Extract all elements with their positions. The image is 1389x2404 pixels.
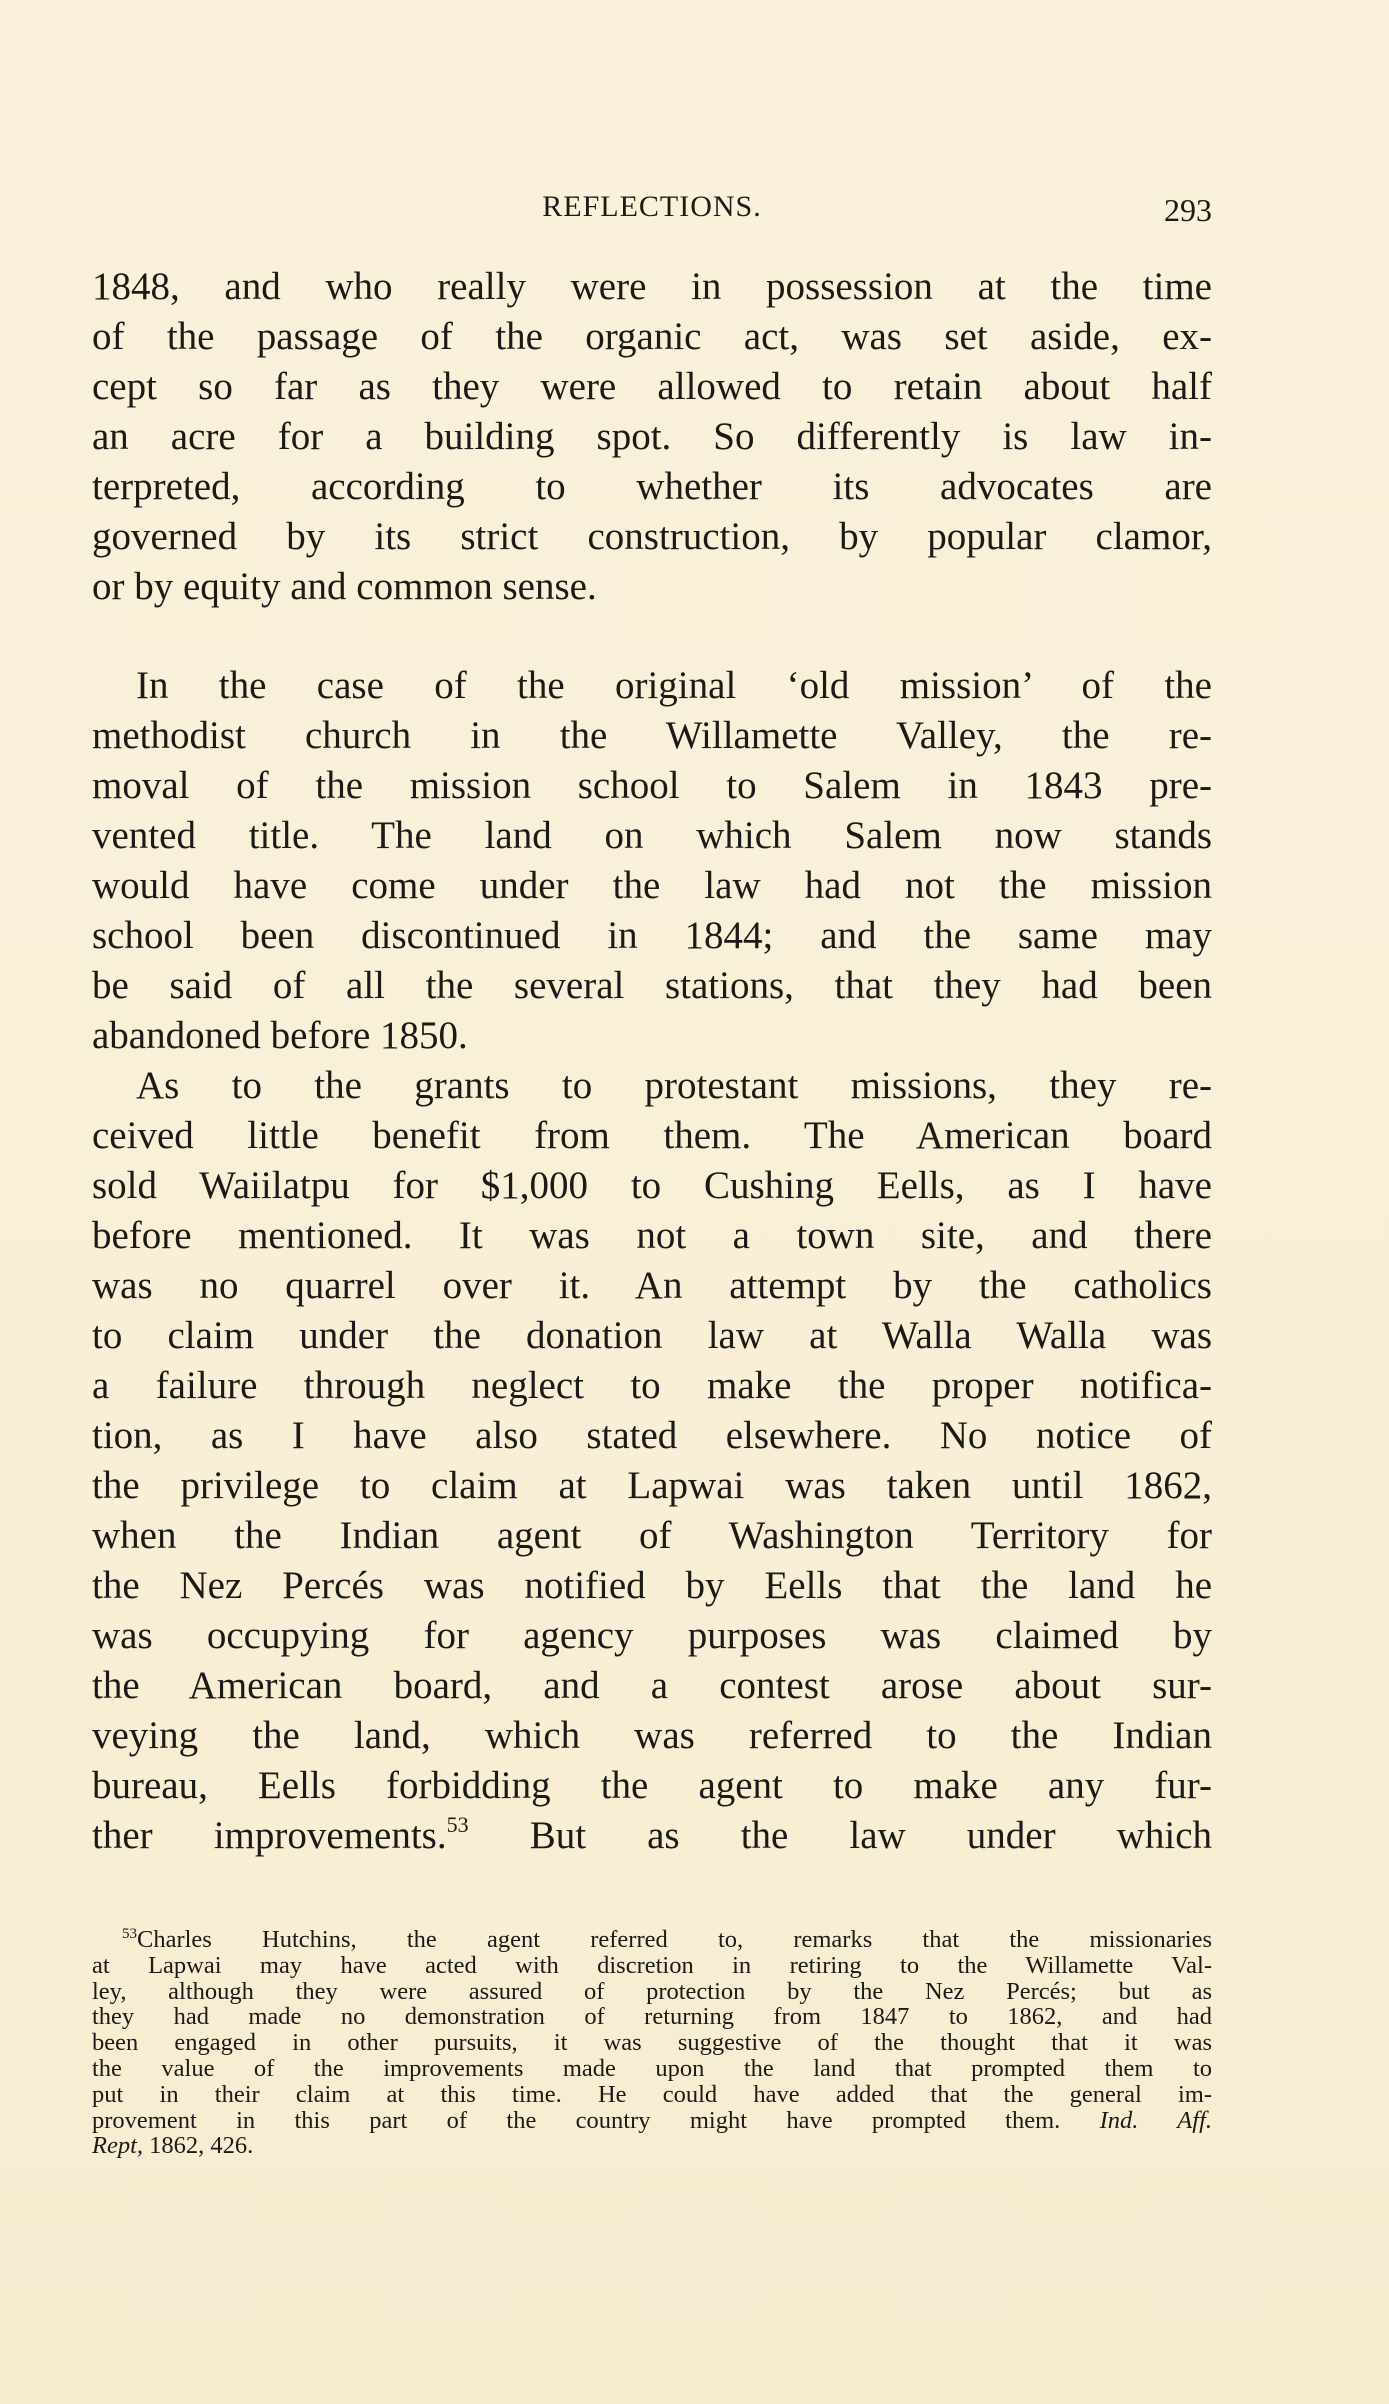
text-line: tion, as I have also stated elsewhere. No notice of: [92, 1414, 1212, 1457]
footnote-citation: Ind. Aff.: [1099, 2106, 1213, 2134]
text-line: In the case of the original ‘old mission’ of the: [136, 664, 1212, 707]
footnote-line: been engaged in other pursuits, it was suggestive of the thought that it was: [92, 2029, 1212, 2057]
text-line: the privilege to claim at Lapwai was taken until 1862,: [92, 1464, 1212, 1507]
text-line: vented title. The land on which Salem now stands: [92, 814, 1212, 857]
text-line: an acre for a building spot. So differently is law in-: [92, 415, 1212, 458]
text-line: was no quarrel over it. An attempt by the catholics: [92, 1264, 1212, 1307]
text-line: veying the land, which was referred to the Indian: [92, 1714, 1212, 1757]
body-text: [92, 262, 1212, 1861]
text-line: or by equity and common sense.: [92, 565, 597, 608]
text-line: of the passage of the organic act, was set aside, ex-: [92, 315, 1212, 358]
text-line-with-footnote-ref: [92, 1811, 1212, 1861]
footnote-line: [92, 2133, 1212, 2159]
footnote-line: at Lapwai may have acted with discretion in retiring to the Willamette Val-: [92, 1951, 1212, 1979]
text-line: moval of the mission school to Salem in 1843 pre-: [92, 764, 1212, 807]
footnote-text: 1862, 426.: [149, 2132, 254, 2160]
footnote-line: ley, although they were assured of protection by the Nez Percés; but as: [92, 1977, 1212, 2005]
page-number: 293: [1164, 192, 1212, 228]
footnote-line: they had made no demonstration of returning from 1847 to 1862, and had: [92, 2003, 1212, 2031]
text-line: 1848, and who really were in possession at the time: [92, 265, 1212, 308]
footnote-reference: 53: [446, 1812, 469, 1837]
text-line: ceived little benefit from them. The American board: [92, 1114, 1212, 1157]
text-line: the American board, and a contest arose about sur-: [92, 1664, 1212, 1707]
footnote-line: the value of the improvements made upon the land that prompted them to: [92, 2054, 1212, 2082]
footnote-line: put in their claim at this time. He could have added that the general im-: [92, 2080, 1212, 2108]
text-line: As to the grants to protestant missions, they re-: [136, 1064, 1212, 1107]
text-line: school been discontinued in 1844; and the same may: [92, 914, 1212, 957]
text-line: be said of all the several stations, that they had been: [92, 964, 1212, 1007]
text-line: to claim under the donation law at Walla Walla was: [92, 1314, 1212, 1357]
footnote-text: Charles Hutchins, the agent referred to, remarks that the missionaries: [137, 1926, 1212, 1953]
footnote-marker: 53: [122, 1926, 137, 1942]
text-line: sold Waiilatpu for $1,000 to Cushing Eells, as I have: [92, 1164, 1212, 1207]
text-line: bureau, Eells forbidding the agent to make any fur-: [92, 1764, 1212, 1807]
text-line: when the Indian agent of Washington Territory for: [92, 1514, 1212, 1557]
text-line: governed by its strict construction, by popular clamor,: [92, 515, 1212, 558]
text-line: before mentioned. It was not a town site, and there: [92, 1214, 1212, 1257]
text-segment: ther improvements.: [92, 1814, 447, 1857]
footnote-line: [92, 1927, 1212, 1953]
text-line: the Nez Percés was notified by Eells that the land he: [92, 1564, 1212, 1607]
running-head: REFLECTIONS.: [542, 190, 762, 223]
text-line: was occupying for agency purposes was claimed by: [92, 1614, 1212, 1657]
footnote-line: [92, 2108, 1212, 2134]
page-header: [92, 190, 1212, 230]
footnotes: [92, 1927, 1212, 2159]
text-line: methodist church in the Willamette Valley, the re-: [92, 714, 1212, 757]
text-line: would have come under the law had not the mission: [92, 864, 1212, 907]
paragraph-gap: [92, 612, 1212, 661]
text-segment: But as the law under which: [529, 1814, 1212, 1857]
text-line: abandoned before 1850.: [92, 1014, 468, 1057]
text-line: cept so far as they were allowed to retain about half: [92, 365, 1212, 408]
footnote-citation: Rept,: [92, 2132, 144, 2160]
footnote-text: provement in this part of the country might have prompted them.: [92, 2106, 1061, 2134]
text-line: a failure through neglect to make the proper notifica-: [92, 1364, 1212, 1407]
text-line: terpreted, according to whether its advocates are: [92, 465, 1212, 508]
